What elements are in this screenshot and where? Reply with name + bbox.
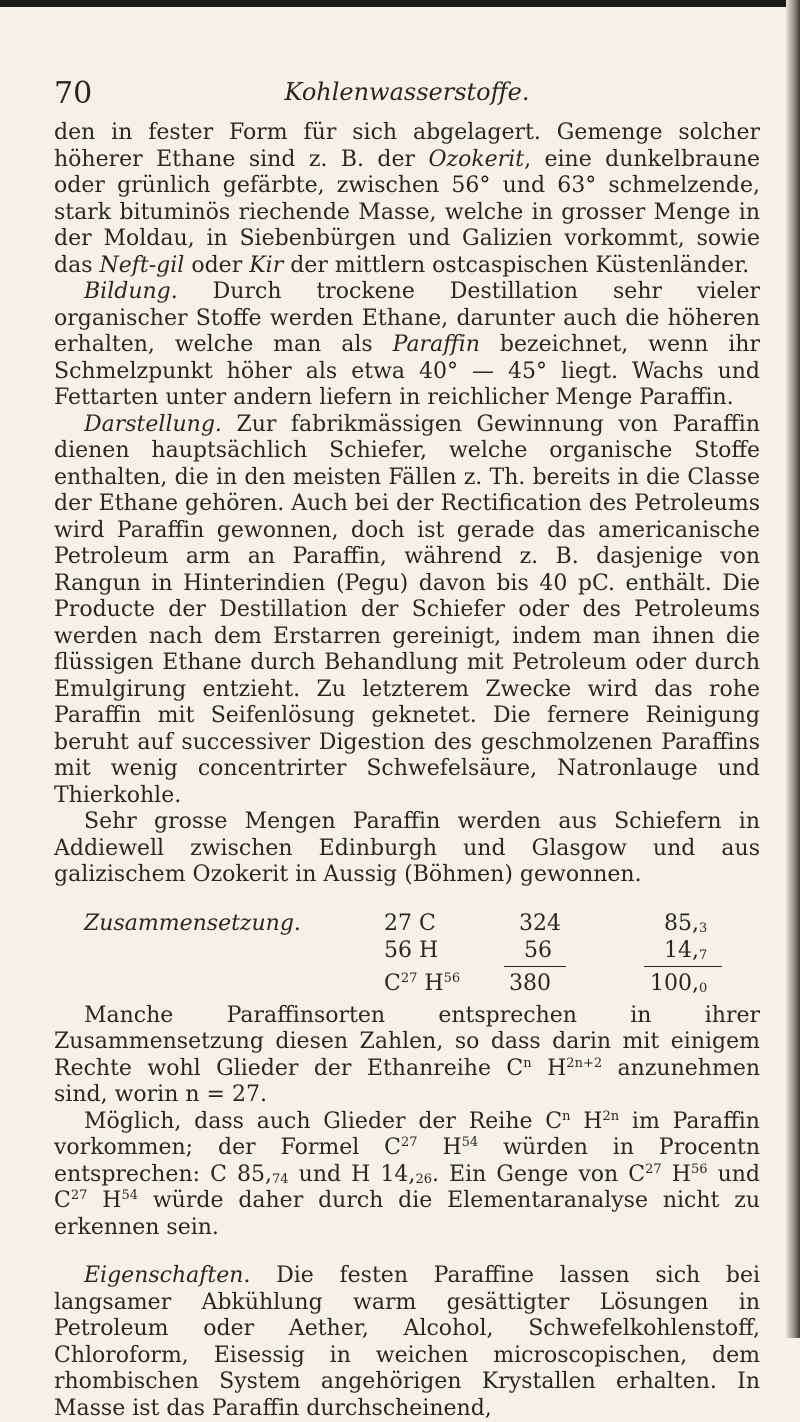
section-heading-bildung: Bildung. <box>84 279 178 304</box>
paragraph-darstellung: Darstellung. Zur fabrikmässigen Gewinnung von Paraffin dienen hauptsächlich Schiefer, welche organische Stoffe enthalten, die in den meisten Fällen z. Th. bereits in die Classe der Ethane gehören. Auch bei der Rectification des Petroleums wird Paraffin gewonnen, doch ist gerade das americanische Petroleum arm an Paraffin, während z. B. dasjenige von Rangun in Hinterindien (Pegu) davon bis 40 pC. enthält. Die Producte der Destillation der Schiefer oder des Petroleums werden nach dem Erstarren gereinigt, indem man ihnen die flüssigen Ethane durch Behandlung mit Petroleum oder durch Emulgirung entzieht. Zu letzterem Zwecke wird das rohe Paraffin mit Seifenlösung geknetet. Die fernere Reinigung beruht auf successiver Digestion des geschmolzenen Paraffins mit wenig concentrirter Schwefelsäure, Natronlauge und Thierkohle. <box>54 411 760 808</box>
paragraph-6: Möglich, dass auch Glieder der Reihe $C^n$ $H^{2n}$ im Paraffin vorkommen; der Formel $C^{27}$ $H^{54}$ würden in Procentn entsprechen: C $85,_{74}$ und H $14,_{26}$. Ein Genge von $C^{27}$ $H^{56}$ und $C^{27}$ $H^{54}$ würde daher durch die Elementaranalyse nicht zu erkennen sein. <box>54 1108 761 1240</box>
running-head: Kohlenwasserstoffe. <box>284 78 530 106</box>
paragraph-4: Sehr grosse Mengen Paraffin werden aus Schiefern in Addiewell zwischen Edinburgh und Glasgow und aus galizischem Ozokerit in Aussig (Böhmen) gewonnen. <box>54 809 760 887</box>
page-header <box>54 70 760 110</box>
paragraph-bildung: Bildung. Durch trockene Destillation sehr vieler organischer Stoffe werden Ethane, darunter auch die höheren erhalten, welche man als Paraffin bezeichnet, wenn ihr Schmelzpunkt höher als etwa 40° — 45° liegt. Wachs und Fettarten unter andern liefern in reichlicher Menge Paraffin. <box>54 279 760 410</box>
section-heading-eigenschaften: Eigenschaften. <box>84 1263 251 1288</box>
page-body <box>54 120 760 1422</box>
paragraph-5: Manche Paraffinsorten entsprechen in ihrer Zusammensetzung diesen Zahlen, so dass darin mit einigem Rechte wohl Glieder der Ethanreihe $C^n$ $H^{2n+2}$ anzunehmen sind, worin n = 27. <box>54 1002 761 1107</box>
top-border <box>0 0 800 7</box>
composition-table: Zusammensetzung. 27 C 324 $85,_3$ 56 H 56 $14,_7$ $C^{27}$ $H^{56}$ 380 $100,_0$ <box>54 911 760 1003</box>
sum-rule <box>644 966 722 967</box>
paragraph-1: den in fester Form für sich abgelagert. Gemenge solcher höherer Ethane sind z. B. der Ozokerit, eine dunkelbraune oder grünlich gefärbte, zwischen 56° und 63° schmelzende, stark bituminös riechende Masse, welche in grosser Menge in der Moldau, in Siebenbürgen und Galizien vorkommt, sowie das Neft-gil oder Kir der mittlern ostcaspischen Küstenländer. <box>54 120 761 278</box>
paragraph-eigenschaften: Eigenschaften. Die festen Paraffine lassen sich bei langsamer Abkühlung warm gesättigter Lösungen in Petroleum oder Aether, Alcohol, Schwefelkohlenstoff, Chloroform, Eisessig in weichen microscopischen, dem rhombischen System angehörigen Krystallen erhalten. In Masse ist das Paraffin durchscheinend, <box>54 1263 760 1421</box>
page-number: 70 <box>54 76 93 111</box>
composition-label: Zusammensetzung. <box>84 910 301 936</box>
page-edge-shadow <box>786 0 800 1338</box>
sum-rule <box>504 966 566 967</box>
section-heading-darstellung: Darstellung. <box>84 411 222 437</box>
